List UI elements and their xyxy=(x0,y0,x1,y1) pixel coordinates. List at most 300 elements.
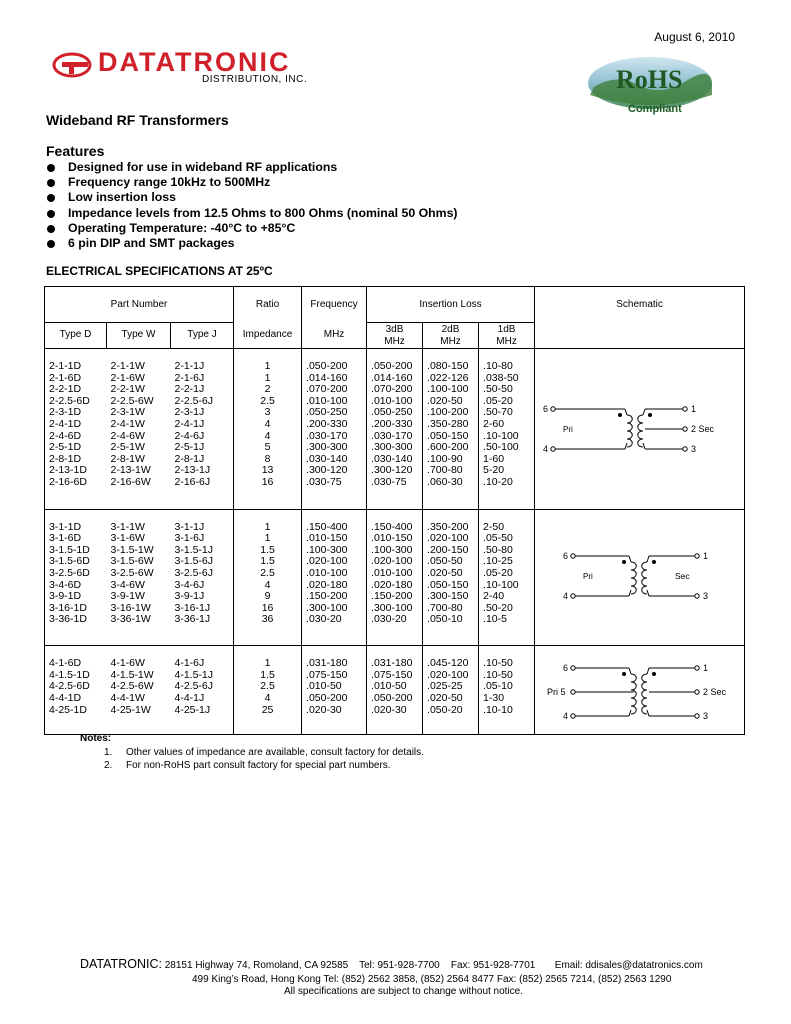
spec-table-body xyxy=(45,349,745,735)
cell-value: .10-50 xyxy=(483,668,513,681)
cell-value: .045-120 xyxy=(427,657,469,670)
cell-value: .10-100 xyxy=(483,578,519,591)
logo-sub-text: DISTRIBUTION, INC. xyxy=(202,74,308,85)
cell-value: .022-126 xyxy=(427,371,469,384)
cell-value: .50-100 xyxy=(483,441,519,454)
cell-value: 2-4-1J xyxy=(174,417,205,430)
footer-us-address: 28151 Highway 74, Romoland, CA 92585 Tel: 951-928-7700 Fax: 951-928-7701 Email: ddisales@datatronics.com xyxy=(164,960,703,971)
pin-label: 2 Sec xyxy=(703,687,727,698)
cell-value: 2-13-1D xyxy=(49,464,87,477)
pin-label: 1 xyxy=(703,550,709,561)
cell-value: .030-20 xyxy=(306,613,342,626)
frequency-cell xyxy=(302,646,367,735)
type-w-cell xyxy=(107,509,171,646)
cell-value: .050-50 xyxy=(427,555,463,568)
cell-value: 2-8-1D xyxy=(49,452,82,465)
schematic-cell xyxy=(535,646,745,735)
db1-unit: MHz xyxy=(496,336,517,347)
cell-value: 16 xyxy=(261,475,274,488)
cell-value: .350-200 xyxy=(427,520,469,533)
cell-value: .150-200 xyxy=(371,590,413,603)
note-item xyxy=(80,759,424,772)
cell-value: .600-200 xyxy=(427,441,469,454)
cell-value: 3-4-6J xyxy=(174,578,205,591)
ratio-cell xyxy=(234,646,302,735)
cell-value: .050-200 xyxy=(306,360,348,372)
cell-value: 2-3-1D xyxy=(49,406,82,419)
notes-section xyxy=(80,733,424,772)
features-list xyxy=(46,160,458,251)
cell-value: .030-140 xyxy=(371,452,413,465)
db1-cell xyxy=(479,646,535,735)
db2-cell xyxy=(423,349,479,510)
pin-label: Sec xyxy=(675,570,690,581)
pin-label: Pri xyxy=(563,425,573,434)
cell-value: 2-40 xyxy=(483,590,505,603)
type-j-header: Type J xyxy=(171,323,234,349)
rohs-text: RoHS xyxy=(616,65,683,94)
cell-value: 3-2.5-6D xyxy=(49,566,90,579)
cell-value: 2-4-1W xyxy=(110,417,145,430)
rohs-compliant-badge xyxy=(586,55,716,117)
cell-value: 3-16-1W xyxy=(110,601,151,614)
cell-value: .50-50 xyxy=(483,383,513,396)
cell-value: 4-2.5-6D xyxy=(49,680,90,693)
transformer-schematic-icon xyxy=(535,349,745,505)
cell-value: 2-5-1D xyxy=(49,441,82,454)
cell-value: .020-50 xyxy=(427,691,463,704)
cell-value: 2-1-6J xyxy=(174,371,205,384)
cell-value: .020-180 xyxy=(306,578,348,591)
cell-value: .010-150 xyxy=(371,532,413,545)
cell-value: 3-1-6J xyxy=(174,532,205,545)
cell-value: 4-2.5-6W xyxy=(110,680,154,693)
pin-label: 6 xyxy=(563,663,569,674)
cell-value: 3-4-6D xyxy=(49,578,82,591)
pin-label: 4 xyxy=(563,711,569,722)
cell-value: .010-100 xyxy=(306,566,348,579)
cell-value: .050-150 xyxy=(427,429,469,442)
cell-value: .050-200 xyxy=(371,691,413,704)
pin-label: 3 xyxy=(703,590,709,601)
type-j-cell xyxy=(171,349,234,510)
frequency-cell xyxy=(302,349,367,510)
cell-value: .05-20 xyxy=(483,566,513,579)
datatronic-logo xyxy=(52,47,332,90)
cell-value: .300-100 xyxy=(371,601,413,614)
cell-value: 4-4-1J xyxy=(174,691,205,704)
cell-value: 4-1.5-1J xyxy=(174,668,214,681)
cell-value: 2-3-1J xyxy=(174,406,205,419)
feature-item: Low insertion loss xyxy=(46,190,458,205)
cell-value: .10-80 xyxy=(483,360,513,372)
impedance-header: Impedance xyxy=(234,323,302,349)
footer-line-1 xyxy=(80,957,703,971)
pin-label: 6 xyxy=(563,550,569,561)
cell-value: .10-20 xyxy=(483,475,513,488)
cell-value: 4-25-1W xyxy=(110,703,151,716)
cell-value: 2 xyxy=(264,383,271,396)
cell-value: 13 xyxy=(261,464,274,477)
cell-value: 2-4-6D xyxy=(49,429,82,442)
type-w-cell xyxy=(107,349,171,510)
cell-value: 3-36-1D xyxy=(49,613,87,626)
db3-cell xyxy=(367,646,423,735)
transformer-schematic-icon xyxy=(535,646,745,730)
cell-value: 2-4-1D xyxy=(49,417,82,430)
cell-value: .200-330 xyxy=(371,417,413,430)
db1-label: 1dB xyxy=(497,324,516,335)
cell-value: .150-400 xyxy=(306,520,348,533)
cell-value: 4-25-1D xyxy=(49,703,87,716)
cell-value: 2-13-1W xyxy=(110,464,151,477)
cell-value: .200-150 xyxy=(427,543,469,556)
cell-value: 1.5 xyxy=(260,668,275,681)
db3-cell xyxy=(367,349,423,510)
cell-value: .50-20 xyxy=(483,601,513,614)
cell-value: 3-16-1J xyxy=(174,601,211,614)
cell-value: .300-300 xyxy=(371,441,413,454)
cell-value: 3-1-1W xyxy=(110,520,145,533)
spec-group-row xyxy=(45,646,745,735)
spec-group-row xyxy=(45,509,745,646)
cell-value: .150-400 xyxy=(371,520,413,533)
ratio-cell xyxy=(234,509,302,646)
cell-value: 2-1-1W xyxy=(110,360,145,372)
cell-value: 2-16-6D xyxy=(49,475,87,488)
cell-value: 4-1.5-1W xyxy=(110,668,154,681)
cell-value: 2-60 xyxy=(483,417,505,430)
footer-brand: DATATRONIC: xyxy=(80,957,162,971)
cell-value: .030-75 xyxy=(306,475,342,488)
type-d-cell xyxy=(45,646,107,735)
part-number-header: Part Number xyxy=(45,287,234,323)
cell-value: .031-180 xyxy=(371,657,413,670)
cell-value: 1 xyxy=(264,657,271,670)
cell-value: .010-100 xyxy=(371,394,413,407)
cell-value: .10-100 xyxy=(483,429,519,442)
cell-value: .50-70 xyxy=(483,406,513,419)
cell-value: .030-20 xyxy=(371,613,407,626)
logo-mark-icon xyxy=(52,52,96,80)
db1-cell xyxy=(479,509,535,646)
cell-value: .075-150 xyxy=(306,668,348,681)
cell-value: .300-300 xyxy=(306,441,348,454)
cell-value: 3-36-1J xyxy=(174,613,211,626)
db3-header xyxy=(367,323,423,349)
cell-value: .10-10 xyxy=(483,703,513,716)
frequency-cell xyxy=(302,509,367,646)
cell-value: .010-150 xyxy=(306,532,348,545)
cell-value: 16 xyxy=(261,601,274,614)
pin-label: 3 xyxy=(691,444,697,454)
cell-value: .05-10 xyxy=(483,680,513,693)
cell-value: 2-8-1W xyxy=(110,452,145,465)
cell-value: 9 xyxy=(264,590,271,603)
cell-value: 4-4-1W xyxy=(110,691,145,704)
cell-value: .020-100 xyxy=(371,555,413,568)
cell-value: 1 xyxy=(264,532,271,545)
pin-label: 3 xyxy=(703,711,709,722)
cell-value: 3-9-1W xyxy=(110,590,145,603)
cell-value: 2-8-1J xyxy=(174,452,205,465)
cell-value: .030-170 xyxy=(371,429,413,442)
cell-value: 2-1-6D xyxy=(49,371,82,384)
cell-value: .010-50 xyxy=(371,680,407,693)
db3-label: 3dB xyxy=(385,324,404,335)
db3-cell xyxy=(367,509,423,646)
cell-value: .020-100 xyxy=(427,532,469,545)
cell-value: 3-2.5-6W xyxy=(110,566,154,579)
cell-value: 3-16-1D xyxy=(49,601,87,614)
cell-value: .350-280 xyxy=(427,417,469,430)
db2-cell xyxy=(423,646,479,735)
cell-value: .020-30 xyxy=(306,703,342,716)
cell-value: 2-2-1W xyxy=(110,383,145,396)
cell-value: 3-1.5-1J xyxy=(174,543,214,556)
type-d-cell xyxy=(45,509,107,646)
pin-label: 1 xyxy=(691,404,697,414)
spec-table xyxy=(44,286,745,735)
cell-value: .050-250 xyxy=(371,406,413,419)
cell-value: .050-20 xyxy=(427,703,463,716)
cell-value: .014-160 xyxy=(306,371,348,384)
cell-value: 3-1-6D xyxy=(49,532,82,545)
cell-value: 2-2.5-6J xyxy=(174,394,214,407)
cell-value: .020-100 xyxy=(306,555,348,568)
note-number: 1. xyxy=(104,747,113,758)
note-text: For non-RoHS part consult factory for special part numbers. xyxy=(126,760,391,771)
cell-value: 2-16-6W xyxy=(110,475,151,488)
cell-value: .05-20 xyxy=(483,394,513,407)
cell-value: 2-4-6W xyxy=(110,429,145,442)
cell-value: 4 xyxy=(264,429,271,442)
cell-value: .050-200 xyxy=(306,691,348,704)
type-j-cell xyxy=(171,509,234,646)
features-section xyxy=(46,143,458,251)
cell-value: 1 xyxy=(264,360,271,372)
cell-value: 25 xyxy=(261,703,274,716)
cell-value: 4-1.5-1D xyxy=(49,668,90,681)
schematic-cell xyxy=(535,509,745,646)
cell-value: 4-1-6J xyxy=(174,657,205,670)
db2-unit: MHz xyxy=(440,336,461,347)
ratio-header: Ratio xyxy=(234,287,302,323)
cell-value: .060-30 xyxy=(427,475,463,488)
cell-value: 2-16-6J xyxy=(174,475,211,488)
spec-heading: ELECTRICAL SPECIFICATIONS AT 25ºC xyxy=(46,264,273,278)
cell-value: 2-13-1J xyxy=(174,464,211,477)
schematic-cell xyxy=(535,349,745,510)
cell-value: .010-100 xyxy=(306,394,348,407)
cell-value: 2.5 xyxy=(260,566,275,579)
transformer-schematic-icon xyxy=(535,510,745,642)
cell-value: 1 xyxy=(264,520,271,533)
cell-value: 5-20 xyxy=(483,464,505,477)
cell-value: 3-1-6W xyxy=(110,532,145,545)
pin-label: 4 xyxy=(543,444,549,454)
cell-value: 3-4-6W xyxy=(110,578,145,591)
cell-value: .014-160 xyxy=(371,371,413,384)
cell-value: 3-36-1W xyxy=(110,613,151,626)
type-d-header: Type D xyxy=(45,323,107,349)
cell-value: .200-330 xyxy=(306,417,348,430)
pin-label: 6 xyxy=(543,404,549,414)
db1-cell xyxy=(479,349,535,510)
cell-value: .020-30 xyxy=(371,703,407,716)
cell-value: .100-100 xyxy=(427,383,469,396)
cell-value: .030-75 xyxy=(371,475,407,488)
cell-value: 2-1-1D xyxy=(49,360,82,372)
cell-value: .010-50 xyxy=(306,680,342,693)
cell-value: .100-90 xyxy=(427,452,463,465)
cell-value: .100-200 xyxy=(427,406,469,419)
cell-value: 2-50 xyxy=(483,520,505,533)
cell-value: 1.5 xyxy=(260,543,275,556)
cell-value: 4 xyxy=(264,417,271,430)
cell-value: 2-4-6J xyxy=(174,429,205,442)
cell-value: .020-50 xyxy=(427,394,463,407)
type-d-cell xyxy=(45,349,107,510)
cell-value: 3 xyxy=(264,406,271,419)
cell-value: .700-80 xyxy=(427,464,463,477)
logo-brand-text: DATATRONIC xyxy=(98,47,291,77)
spec-group-row xyxy=(45,349,745,510)
cell-value: 3-1.5-1D xyxy=(49,543,90,556)
cell-value: 2.5 xyxy=(260,394,275,407)
cell-value: 3-1.5-6D xyxy=(49,555,90,568)
cell-value: .300-120 xyxy=(306,464,348,477)
cell-value: 3-1.5-6J xyxy=(174,555,214,568)
cell-value: 3-1.5-1W xyxy=(110,543,154,556)
pin-label: Pri 5 xyxy=(547,687,566,698)
footer-hk-address: 499 King’s Road, Hong Kong Tel: (852) 2562 3858, (852) 2564 8477 Fax: (852) 2565 7214, (852) 2563 1290 xyxy=(192,974,672,985)
type-j-cell xyxy=(171,646,234,735)
cell-value: .050-10 xyxy=(427,613,463,626)
cell-value: 2-2.5-6W xyxy=(110,394,154,407)
footer-disclaimer: All specifications are subject to change without notice. xyxy=(284,986,524,997)
note-item xyxy=(80,746,424,759)
insertion-loss-header: Insertion Loss xyxy=(367,287,535,323)
cell-value: 2-5-1W xyxy=(110,441,145,454)
cell-value: 2-2-1D xyxy=(49,383,82,396)
cell-value: 4-25-1J xyxy=(174,703,211,716)
mhz-header: MHz xyxy=(302,323,367,349)
rohs-sub-text: Compliant xyxy=(628,103,682,115)
db3-unit: MHz xyxy=(384,336,405,347)
cell-value: .100-300 xyxy=(306,543,348,556)
cell-value: .020-50 xyxy=(427,566,463,579)
cell-value: 2-5-1J xyxy=(174,441,205,454)
cell-value: .300-150 xyxy=(427,590,469,603)
cell-value: 3-1-1J xyxy=(174,520,205,533)
db2-cell xyxy=(423,509,479,646)
pin-label: 2 Sec xyxy=(691,424,715,434)
cell-value: 1-60 xyxy=(483,452,505,465)
cell-value: 4-1-6W xyxy=(110,657,145,670)
cell-value: .700-80 xyxy=(427,601,463,614)
cell-value: 2-2.5-6D xyxy=(49,394,90,407)
cell-value: 2-3-1W xyxy=(110,406,145,419)
cell-value: 8 xyxy=(264,452,271,465)
cell-value: .150-200 xyxy=(306,590,348,603)
schematic-sub-header xyxy=(535,323,745,349)
cell-value: .050-250 xyxy=(306,406,348,419)
document-date: August 6, 2010 xyxy=(654,30,735,44)
cell-value: .50-80 xyxy=(483,543,513,556)
cell-value: .050-200 xyxy=(371,360,413,372)
features-title: Features xyxy=(46,143,105,159)
cell-value: 4-4-1D xyxy=(49,691,82,704)
cell-value: .080-150 xyxy=(427,360,469,372)
cell-value: 3-1-1D xyxy=(49,520,82,533)
pin-label: 4 xyxy=(563,590,569,601)
cell-value: .050-150 xyxy=(427,578,469,591)
cell-value: 2.5 xyxy=(260,680,275,693)
feature-item: Frequency range 10kHz to 500MHz xyxy=(46,175,458,190)
cell-value: 3-2.5-6J xyxy=(174,566,214,579)
note-text: Other values of impedance are available, consult factory for details. xyxy=(126,747,424,758)
pin-label: 1 xyxy=(703,663,709,674)
cell-value: .10-25 xyxy=(483,555,513,568)
cell-value: 2-2-1J xyxy=(174,383,205,396)
cell-value: .070-200 xyxy=(371,383,413,396)
db1-header xyxy=(479,323,535,349)
cell-value: 1-30 xyxy=(483,691,505,704)
feature-item: Operating Temperature: -40°C to +85°C xyxy=(46,221,458,236)
notes-title: Notes: xyxy=(80,733,112,744)
cell-value: .070-200 xyxy=(306,383,348,396)
cell-value: .031-180 xyxy=(306,657,348,670)
cell-value: .038-50 xyxy=(483,371,519,384)
cell-value: 1 xyxy=(264,371,271,384)
feature-item: Impedance levels from 12.5 Ohms to 800 Ohms (nominal 50 Ohms) xyxy=(46,206,458,221)
cell-value: .10-50 xyxy=(483,657,513,670)
cell-value: 2-1-6W xyxy=(110,371,145,384)
cell-value: 3-1.5-6W xyxy=(110,555,154,568)
cell-value: .10-5 xyxy=(483,613,507,626)
page-title: Wideband RF Transformers xyxy=(46,112,229,128)
note-number: 2. xyxy=(104,760,113,771)
cell-value: 4-1-6D xyxy=(49,657,82,670)
cell-value: 4-2.5-6J xyxy=(174,680,214,693)
schematic-header: Schematic xyxy=(535,287,745,323)
db2-label: 2dB xyxy=(441,324,460,335)
cell-value: .020-100 xyxy=(427,668,469,681)
cell-value: .030-170 xyxy=(306,429,348,442)
type-w-header: Type W xyxy=(107,323,171,349)
cell-value: .020-180 xyxy=(371,578,413,591)
cell-value: 4 xyxy=(264,691,271,704)
cell-value: 3-9-1J xyxy=(174,590,205,603)
feature-item: 6 pin DIP and SMT packages xyxy=(46,236,458,251)
frequency-header: Frequency xyxy=(302,287,367,323)
type-w-cell xyxy=(107,646,171,735)
db2-header xyxy=(423,323,479,349)
cell-value: .030-140 xyxy=(306,452,348,465)
cell-value: 4 xyxy=(264,578,271,591)
cell-value: 1.5 xyxy=(260,555,275,568)
cell-value: .300-100 xyxy=(306,601,348,614)
cell-value: .025-25 xyxy=(427,680,463,693)
cell-value: .010-100 xyxy=(371,566,413,579)
cell-value: .300-120 xyxy=(371,464,413,477)
cell-value: .075-150 xyxy=(371,668,413,681)
cell-value: 2-1-1J xyxy=(174,360,205,372)
feature-item: Designed for use in wideband RF applications xyxy=(46,160,458,175)
cell-value: .05-50 xyxy=(483,532,513,545)
cell-value: .100-300 xyxy=(371,543,413,556)
